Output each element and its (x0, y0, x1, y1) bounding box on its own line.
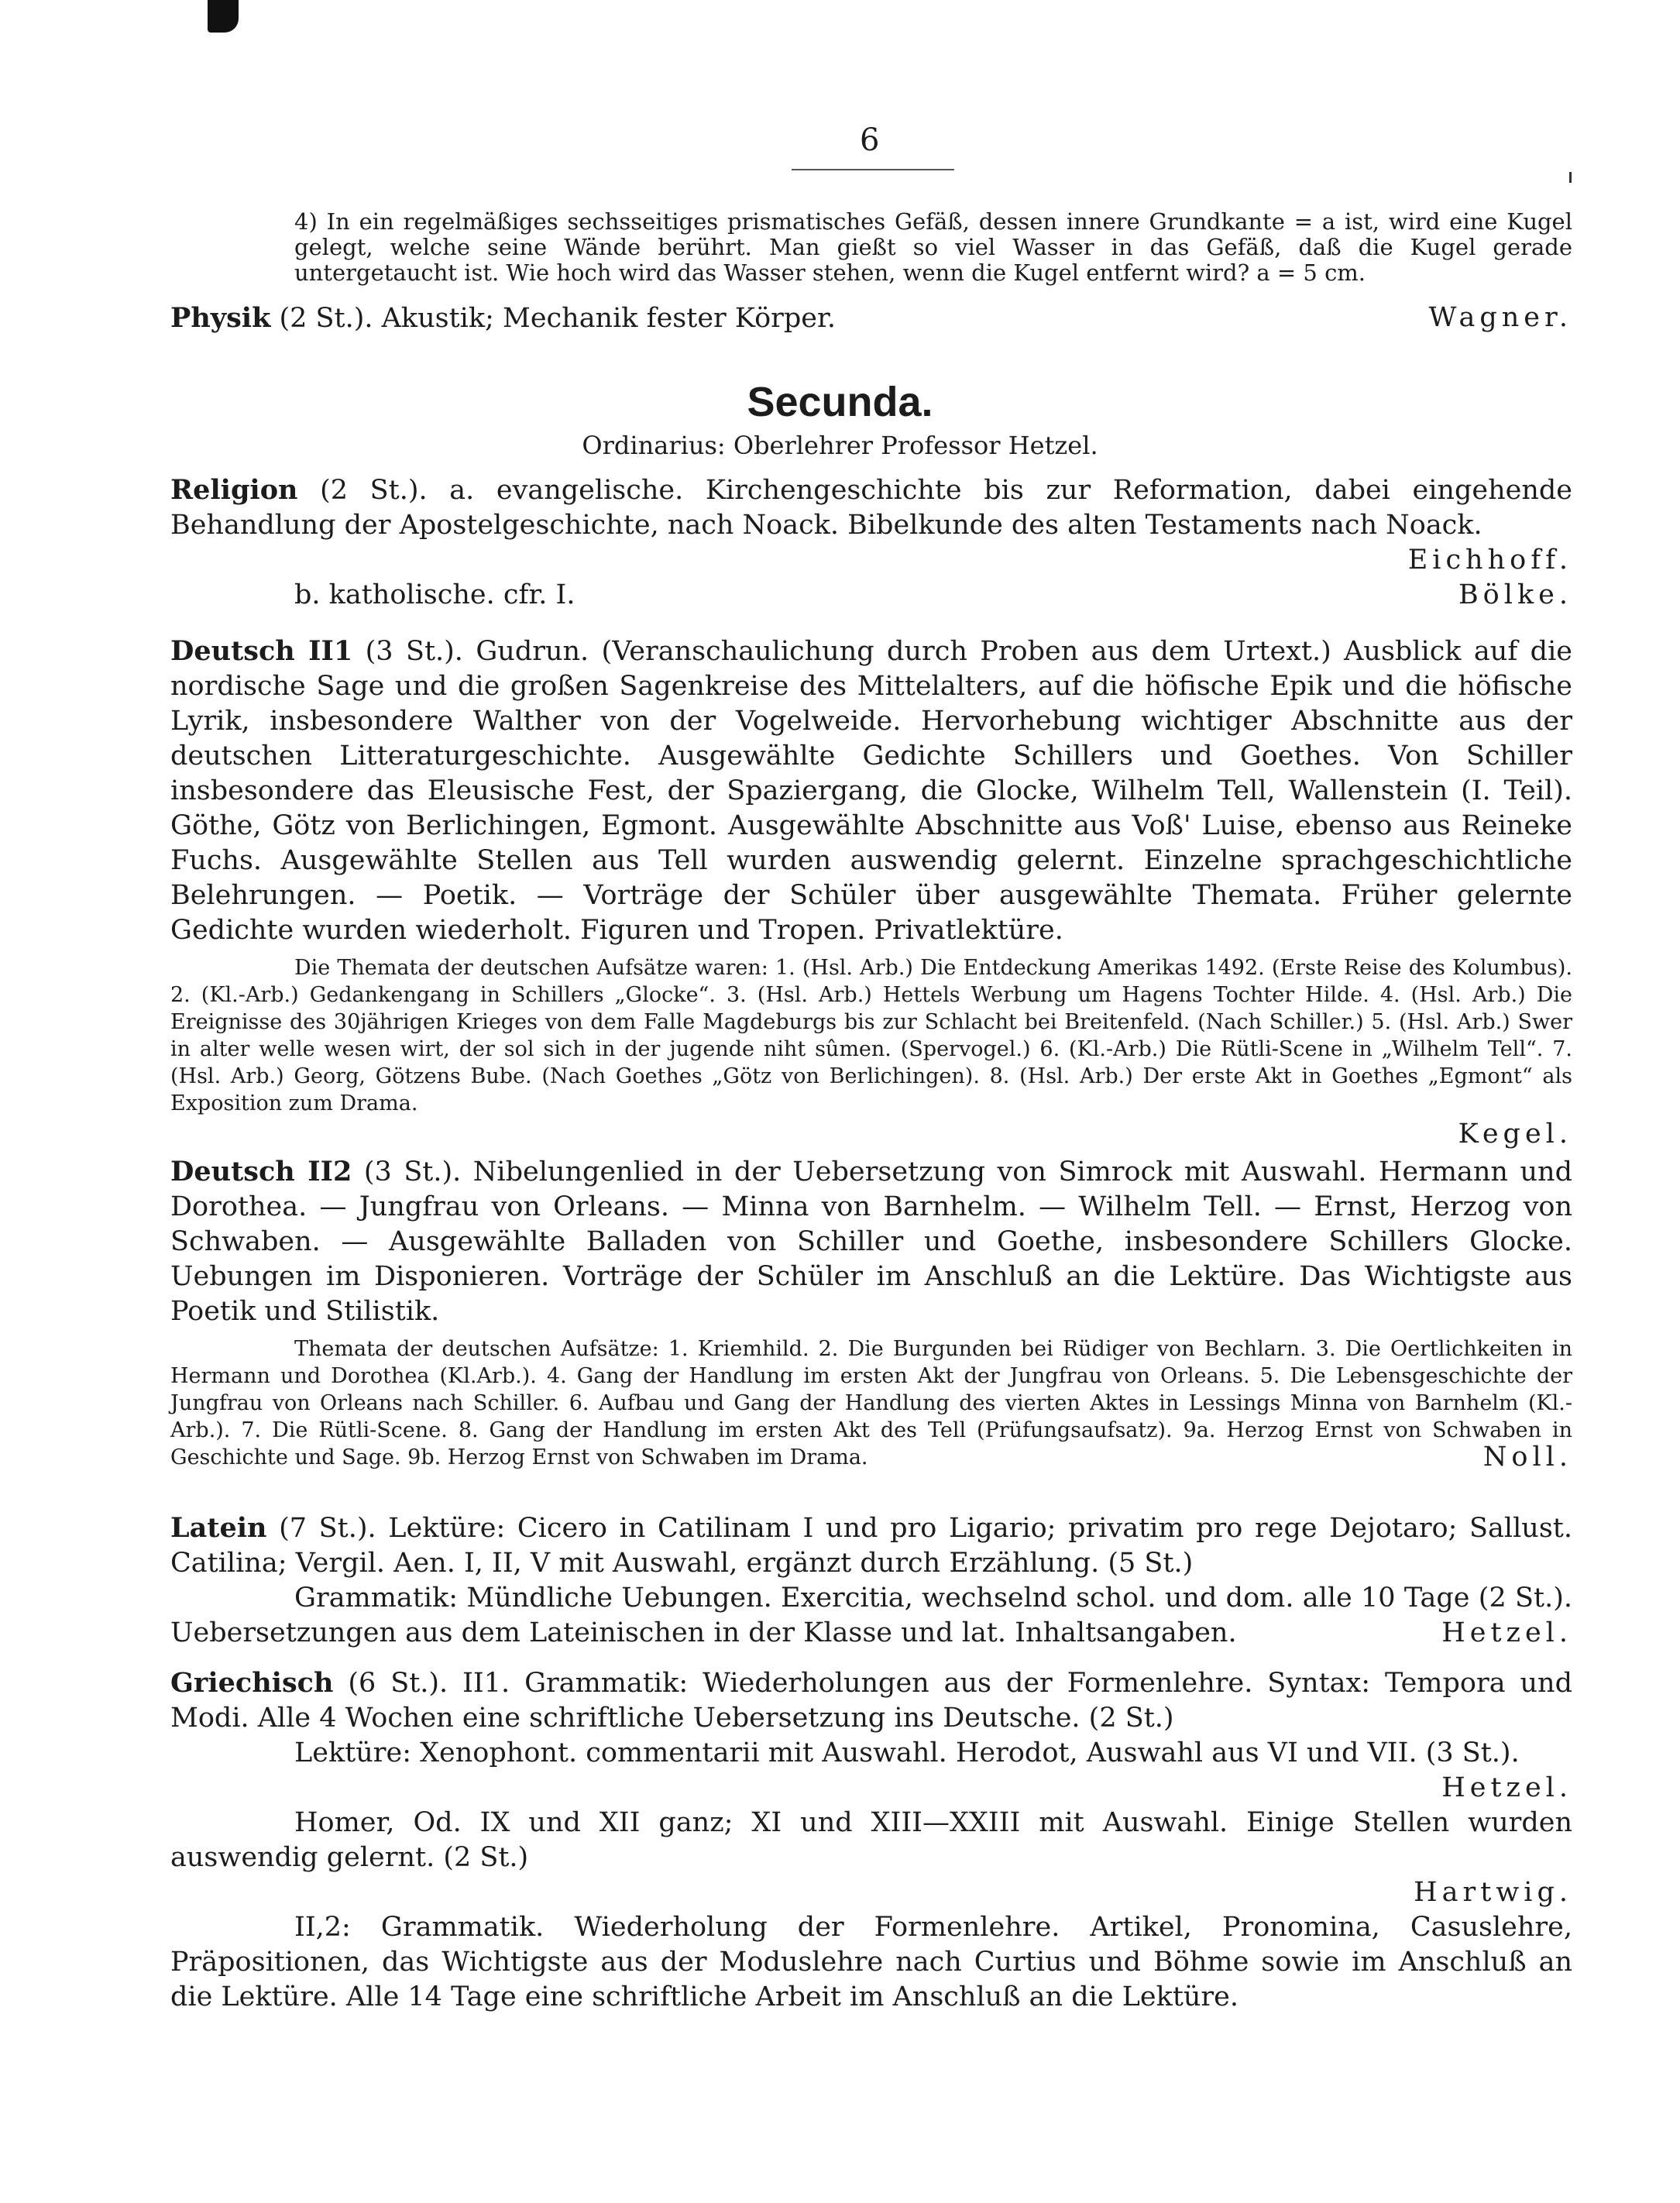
physik-block (170, 301, 1572, 336)
math-problem-block (170, 209, 1572, 286)
scan-edge-mark (208, 0, 239, 33)
latein-block (170, 1510, 1572, 1651)
page-number: 6 (860, 122, 880, 158)
subject-griechisch: Griechisch (170, 1667, 334, 1699)
teacher-deutsch1: Kegel. (1458, 1119, 1572, 1150)
teacher-religion-a: Eichhoff. (1407, 545, 1572, 576)
religion-block (170, 473, 1572, 613)
religion-text-b: b. katholische. cfr. I. (294, 579, 575, 610)
subject-deutsch1: Deutsch II1 (170, 635, 353, 667)
teacher-latein: Hetzel. (1441, 1617, 1572, 1648)
subject-latein: Latein (170, 1512, 267, 1544)
teacher-griechisch3: Hartwig. (1414, 1877, 1572, 1908)
teacher-deutsch2: Noll. (1482, 1442, 1572, 1473)
deutsch2-text: (3 St.). Nibelungenlied in der Uebersetzung von Simrock mit Auswahl. Hermann und Dorothea. — Jungfrau von Orleans. — Minna von Barnhelm. — Wilhelm Tell. — Ernst, Herzog von Schwaben. — Ausgewählte Balladen von Schiller und Goethe, insbesondere Schillers Glocke. Uebungen im Disponieren. Vorträge der Schüler im Anschluß an die Lektüre. Das Wichtigste aus Poetik und Stilistik. (170, 1156, 1572, 1327)
section-title: Secunda. (747, 379, 933, 425)
deutsch2-themes: Themata der deutschen Aufsätze: 1. Kriemhild. 2. Die Burgunden bei Rüdiger von Bechlarn. 3. Die Oertlichkeiten in Hermann und Dorothea (Kl.Arb.). 4. Gang der Handlung im ersten Akt der Jungfrau von Orleans. 5. Die Lebensgeschichte der Jungfrau von Orleans nach Schiller. 6. Aufbau und Gang der Handlung des vierten Aktes in Lessings Minna von Barnhelm (Kl.-Arb.). 7. Die Rütli-Scene. 8. Gang der Handlung im ersten Akt des Tell (Prüfungsaufsatz). 9a. Herzog Ernst von Schwaben in Geschichte und Sage. 9b. Herzog Ernst von Schwaben im Drama. (170, 1337, 1572, 1469)
physik-text: (2 St.). Akustik; Mechanik fester Körper. (279, 303, 837, 334)
teacher-physik: Wagner. (1428, 302, 1572, 333)
teacher-griechisch2: Hetzel. (1441, 1772, 1572, 1803)
deutsch2-block (170, 1154, 1572, 1475)
deutsch1-block (170, 634, 1572, 1152)
griechisch-block (170, 1665, 1572, 2015)
latein-text2: Grammatik: Mündliche Uebungen. Exercitia, wechselnd schol. und dom. alle 10 Tage (2 St.). Uebersetzungen aus dem Lateinischen in der Klasse und lat. Inhaltsangaben. (170, 1583, 1572, 1648)
deutsch1-text: (3 St.). Gudrun. (Veranschaulichung durch Proben aus dem Urtext.) Ausblick auf die nordische Sage und die großen Sagenkreise des Mittelalters, auf die höfische Epik und die höfische Lyrik, insbesondere Walther von der Vogelweide. Hervorhebung wichtiger Abschnitte aus der deutschen Litteraturgeschichte. Ausgewählte Gedichte Schillers und Goethes. Von Schiller insbesondere das Eleusische Fest, der Spaziergang, die Glocke, Wilhelm Tell, Wallenstein (I. Teil). Göthe, Götz von Berlichingen, Egmont. Ausgewählte Abschnitte aus Voß' Luise, ebenso aus Reineke Fuchs. Ausgewählte Stellen aus Tell wurden auswendig gelernt. Einzelne sprachgeschichtliche Belehrungen. — Poetik. — Vorträge der Schüler über ausgewählte Themata. Früher gelernte Gedichte wurden wiederholt. Figuren und Tropen. Privatlektüre. (170, 636, 1572, 946)
math-problem: 4) In ein regelmäßiges sechsseitiges prismatisches Gefäß, dessen innere Grundkante = a ist, wird eine Kugel gelegt, welche seine Wände berührt. Man gießt so viel Wasser in das Gefäß, daß die Kugel gerade untergetaucht ist. Wie hoch wird das Wasser stehen, wenn die Kugel entfernt wird? a = 5 cm. (294, 208, 1572, 286)
latein-text1: (7 St.). Lektüre: Cicero in Catilinam I und pro Ligario; privatim pro rege Dejotaro; Sallust. Catilina; Vergil. Aen. I, II, V mit Auswahl, ergänzt durch Erzählung. (5 St.) (170, 1513, 1572, 1579)
teacher-religion-b: Bölke. (1458, 579, 1572, 610)
subject-deutsch2: Deutsch II2 (170, 1156, 352, 1187)
deutsch1-themes: Die Themata der deutschen Aufsätze waren: 1. (Hsl. Arb.) Die Entdeckung Amerikas 1492. (Erste Reise des Kolumbus). 2. (Kl.-Arb.) Gedankengang in Schillers „Glocke“. 3. (Hsl. Arb.) Hettels Werbung um Hagens Tochter Hilde. 4. (Hsl. Arb.) Die Ereignisse des 30jährigen Krieges von dem Falle Magdeburgs bis zur Schlacht bei Breitenfeld. (Nach Schiller.) 5. (Hsl. Arb.) Swer in alter welle wesen wirt, der sol sich in der jugende niht sûmen. (Spervogel.) 6. (Kl.-Arb.) Die Rütli-Scene in „Wilhelm Tell“. 7. (Hsl. Arb.) Georg, Götzens Bube. (Nach Goethes „Götz von Berlichingen). 8. (Hsl. Arb.) Der erste Akt in Goethes „Egmont“ als Exposition zum Drama. (170, 956, 1572, 1115)
griechisch-text2: Lektüre: Xenophont. commentarii mit Auswahl. Herodot, Auswahl aus VI und VII. (3 St.). (294, 1737, 1520, 1768)
header-rule (792, 169, 954, 170)
ordinarius: Ordinarius: Oberlehrer Professor Hetzel. (582, 431, 1098, 460)
griechisch-text3: Homer, Od. IX und XII ganz; XI und XIII—XXIII mit Auswahl. Einige Stellen wurden auswendig gelernt. (2 St.) (170, 1807, 1572, 1873)
subject-religion: Religion (170, 474, 298, 506)
subject-physik: Physik (170, 302, 271, 334)
griechisch-text4: II,2: Grammatik. Wiederholung der Formenlehre. Artikel, Pronomina, Casuslehre, Präpositionen, das Wichtigste aus der Moduslehre nach Curtius und Böhme sowie im Anschluß an die Lektüre. Alle 14 Tage eine schriftliche Arbeit im Anschluß an die Lektüre. (170, 1912, 1572, 2012)
margin-tick (1569, 172, 1572, 183)
griechisch-text1: (6 St.). II1. Grammatik: Wiederholungen aus der Formenlehre. Syntax: Tempora und Modi. Alle 4 Wochen eine schriftliche Uebersetzung ins Deutsche. (2 St.) (170, 1668, 1572, 1734)
religion-text-a: (2 St.). a. evangelische. Kirchengeschichte bis zur Reformation, dabei eingehende Behandlung der Apostelgeschichte, nach Noack. Bibelkunde des alten Testaments nach Noack. (170, 475, 1572, 541)
